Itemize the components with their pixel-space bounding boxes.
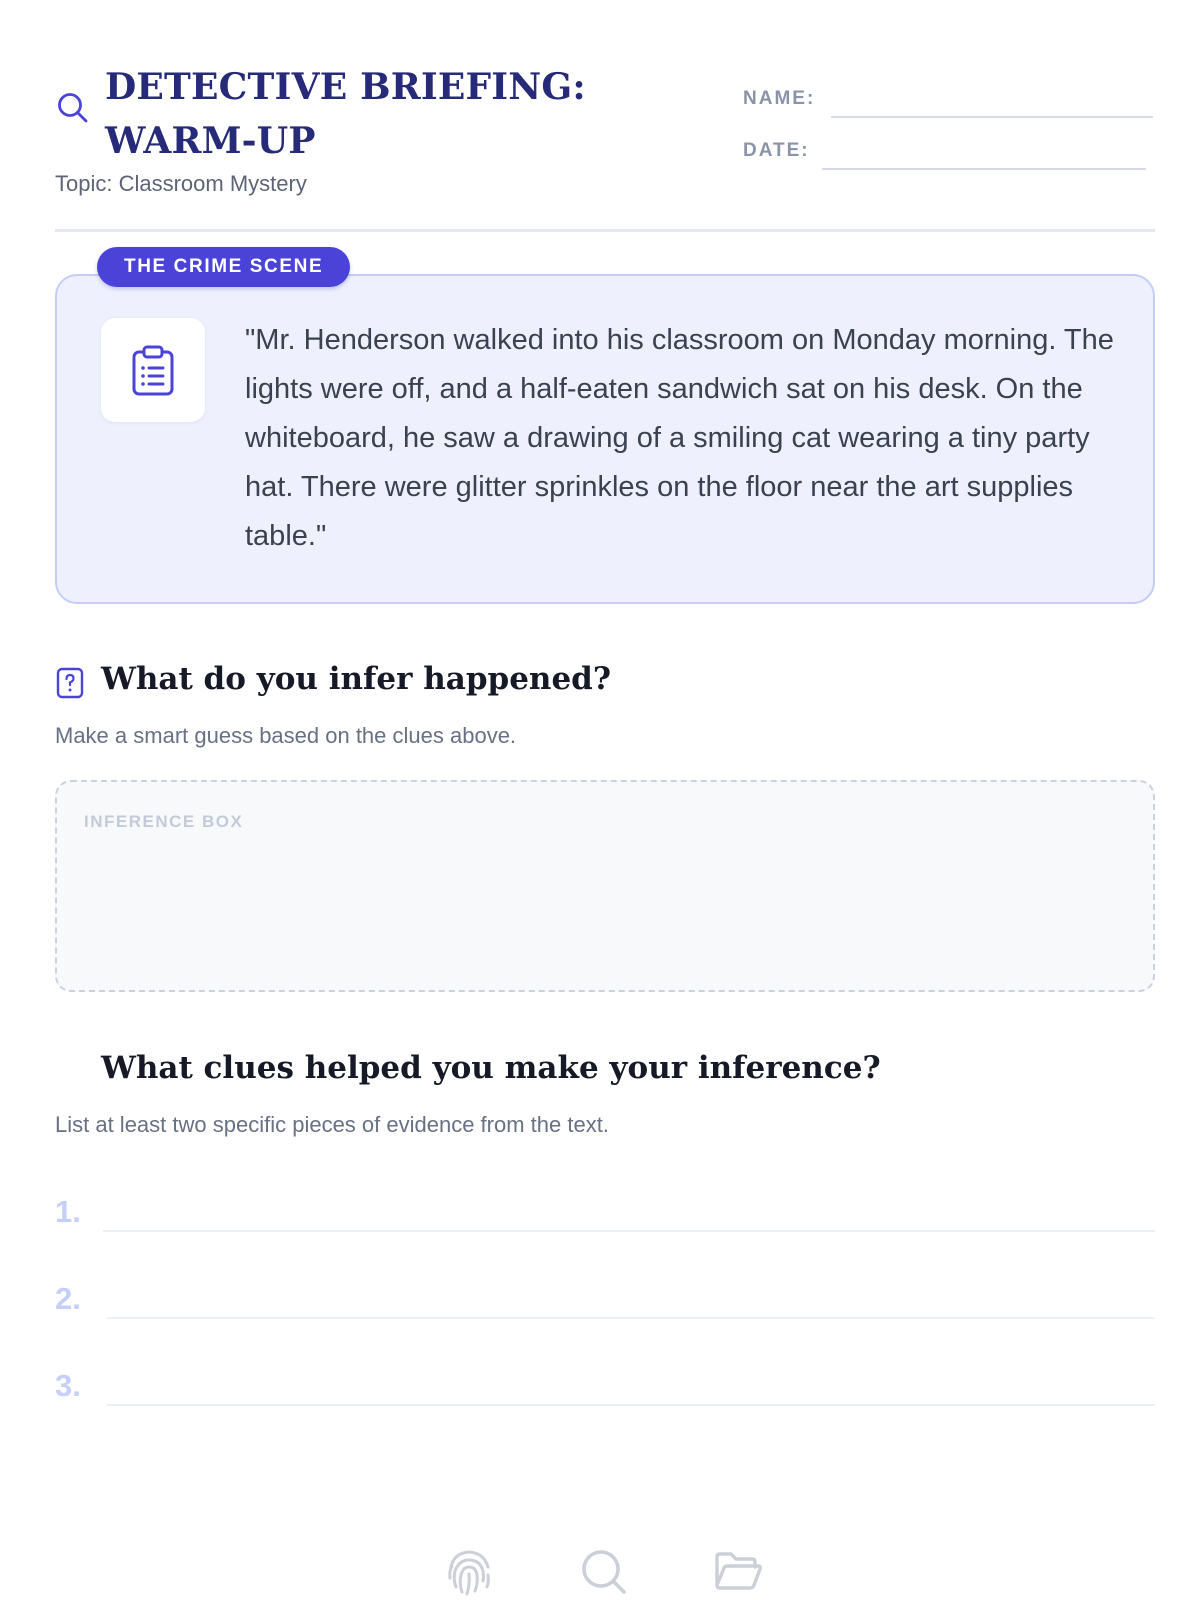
question-1-instructions: Make a smart guess based on the clues above.: [55, 723, 517, 748]
answer-line[interactable]: [107, 1317, 1155, 1319]
date-field[interactable]: [822, 168, 1146, 170]
date-field-row: [743, 138, 1163, 190]
crime-scene-card: [55, 274, 1155, 604]
folder-open-icon: [711, 1545, 765, 1599]
inference-box-label: INFERENCE BOX: [84, 812, 244, 831]
name-field-row: [743, 86, 1163, 138]
topic-subtitle: Topic: Classroom Mystery: [55, 171, 307, 196]
question-1-title: What do you infer happened?: [101, 661, 612, 697]
search-icon: [577, 1545, 631, 1599]
clipboard-tile: [101, 318, 205, 422]
name-field[interactable]: [831, 116, 1153, 118]
file-question-icon: [55, 666, 85, 700]
evidence-number: 1.: [55, 1194, 81, 1229]
inference-answer-box[interactable]: [55, 780, 1155, 992]
student-info: [743, 86, 1163, 190]
fingerprint-icon: [442, 1545, 496, 1599]
evidence-number: 2.: [55, 1281, 81, 1316]
evidence-line[interactable]: [55, 1180, 1155, 1240]
worksheet-header: [55, 56, 1155, 232]
name-label: NAME:: [743, 88, 816, 109]
page-title: DETECTIVE BRIEFING: WARM-UP: [105, 66, 586, 162]
magnifier-icon: [55, 90, 91, 126]
crime-scene-passage: "Mr. Henderson walked into his classroom on Monday morning. The lights were off, and a half-eaten sandwich sat on his desk. On the whiteboard, he saw a drawing of a smiling cat wearing a tiny party hat. There were glitter sprinkles on the floor near the art supplies table.": [245, 324, 1114, 552]
evidence-line[interactable]: [55, 1267, 1155, 1327]
crime-scene-badge: THE CRIME SCENE: [97, 247, 350, 287]
question-2-instructions: List at least two specific pieces of evidence from the text.: [55, 1112, 609, 1137]
answer-line[interactable]: [103, 1230, 1155, 1232]
evidence-line[interactable]: [55, 1354, 1155, 1414]
answer-line[interactable]: [107, 1404, 1155, 1406]
evidence-number: 3.: [55, 1368, 81, 1403]
clipboard-list-icon: [129, 344, 177, 396]
date-label: DATE:: [743, 140, 810, 161]
question-2-title: What clues helped you make your inference?: [101, 1050, 881, 1086]
